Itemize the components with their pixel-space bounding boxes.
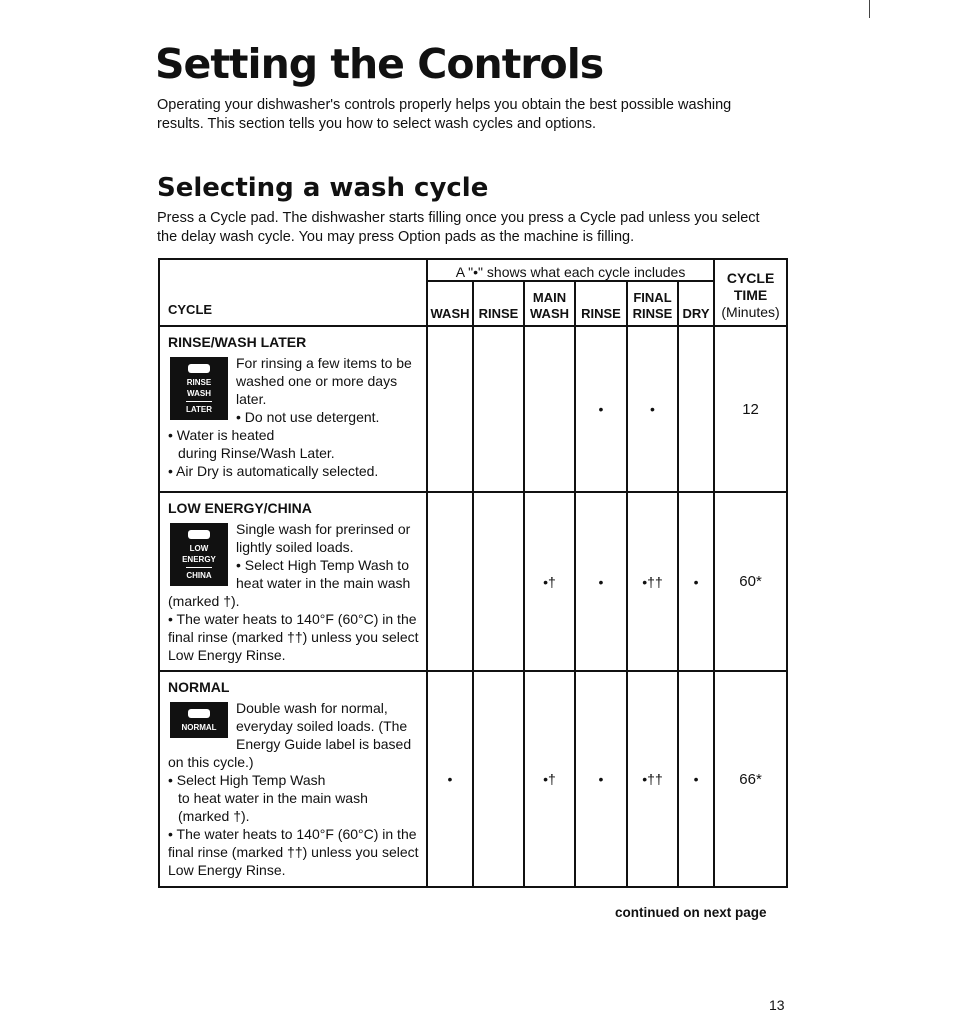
- cycle-step-mark: •: [427, 671, 473, 887]
- cycle-bullet: • Air Dry is automatically selected.: [168, 463, 379, 479]
- pad-label: CHINA: [186, 571, 212, 580]
- cycle-step-mark: •††: [627, 671, 678, 887]
- cycle-step-mark: •††: [627, 492, 678, 671]
- cycle-step-mark: [473, 492, 524, 671]
- cycle-step-mark: •: [575, 326, 627, 492]
- cycle-description: [159, 671, 427, 887]
- cycle-time-value: 12: [714, 326, 787, 492]
- cycle-name: LOW ENERGY/CHINA: [168, 500, 312, 516]
- indicator-light-icon: [188, 709, 210, 718]
- cycle-time-value: 66*: [714, 671, 787, 887]
- cycle-description: [159, 492, 427, 671]
- cycle-rows: [159, 326, 787, 887]
- cycle-text-continued: to heat water in the main wash (marked †).: [178, 790, 368, 824]
- cycle-pad-icon: [170, 357, 228, 420]
- cycle-step-mark: [678, 326, 714, 492]
- cycle-pad-icon: [170, 523, 228, 586]
- cycle-description: [159, 326, 427, 492]
- cycle-step-mark: •†: [524, 671, 575, 887]
- cycle-text: For rinsing a few items to be washed one or more days later.: [236, 355, 412, 407]
- section-title: Selecting a wash cycle: [157, 173, 489, 203]
- cycle-pad-icon: [170, 702, 228, 738]
- cycle-step-mark: •: [678, 492, 714, 671]
- cycle-step-mark: [427, 326, 473, 492]
- cycle-table: [158, 258, 788, 888]
- scan-edge-mark: [869, 0, 870, 18]
- cycle-time-value: 60*: [714, 492, 787, 671]
- cycle-step-mark: •: [575, 671, 627, 887]
- cycle-name: NORMAL: [168, 679, 230, 695]
- pad-label: NORMAL: [181, 723, 217, 732]
- cycle-name: RINSE/WASH LATER: [168, 334, 307, 350]
- continued-note: continued on next page: [615, 905, 767, 920]
- cycle-bullet: • Water is heated: [168, 427, 275, 443]
- indicator-light-icon: [188, 530, 210, 539]
- cycle-step-mark: [524, 326, 575, 492]
- cycle-row: [159, 492, 787, 671]
- cycle-step-mark: [473, 326, 524, 492]
- cycle-step-mark: [427, 492, 473, 671]
- cycle-time-header: CYCLE TIME (Minutes): [714, 259, 787, 326]
- cycle-step-mark: [473, 671, 524, 887]
- cycle-text-continued: during Rinse/Wash Later.: [178, 445, 335, 461]
- cycle-row: [159, 671, 787, 887]
- cycle-row: [159, 326, 787, 492]
- indicator-light-icon: [188, 364, 210, 373]
- column-header-1: RINSE: [473, 281, 524, 326]
- cycle-text: Single wash for prerinsed or lightly soiled loads.: [236, 521, 411, 555]
- section-intro: Press a Cycle pad. The dishwasher starts filling once you press a Cycle pad unless you select the delay wash cycle. You may press Option pads as the machine is filling.: [157, 210, 760, 245]
- page-number: 13: [769, 997, 785, 1013]
- cycle-bullet: • The water heats to 140°F (60°C) in the final rinse (marked ††) unless you select Low Energy Rinse.: [168, 611, 419, 663]
- column-header-3: RINSE: [575, 281, 627, 326]
- cycle-step-mark: •†: [524, 492, 575, 671]
- column-header-4: FINAL RINSE: [627, 281, 678, 326]
- cycle-bullet: • Select High Temp Wash to heat water in the main wash (marked †).: [168, 557, 411, 609]
- cycle-bullet: • Do not use detergent.: [236, 409, 380, 425]
- cycle-bullet: • Select High Temp Wash: [168, 772, 326, 788]
- pad-label: ENERGY: [182, 555, 216, 564]
- intro-paragraph: Operating your dishwasher's controls properly helps you obtain the best possible washing results. This section tells you how to select wash cycles and options.: [157, 97, 732, 132]
- page-title: Setting the Controls: [155, 40, 604, 88]
- pad-label: LOW: [189, 544, 209, 553]
- cycle-step-mark: •: [678, 671, 714, 887]
- pad-label: LATER: [185, 405, 213, 414]
- pad-label: WASH: [187, 389, 211, 398]
- cycle-step-mark: •: [575, 492, 627, 671]
- column-header-5: DRY: [678, 281, 714, 326]
- column-header-2: MAIN WASH: [524, 281, 575, 326]
- cycle-column-header: CYCLE: [159, 259, 427, 326]
- column-header-0: WASH: [427, 281, 473, 326]
- cycle-text: Double wash for normal, everyday soiled loads. (The Energy Guide label is based on this cycle.): [168, 700, 412, 770]
- pad-label: RINSE: [186, 378, 212, 387]
- legend-note: A "•" shows what each cycle includes: [427, 259, 714, 281]
- cycle-bullet: • The water heats to 140°F (60°C) in the final rinse (marked ††) unless you select Low Energy Rinse.: [168, 826, 419, 878]
- cycle-step-mark: •: [627, 326, 678, 492]
